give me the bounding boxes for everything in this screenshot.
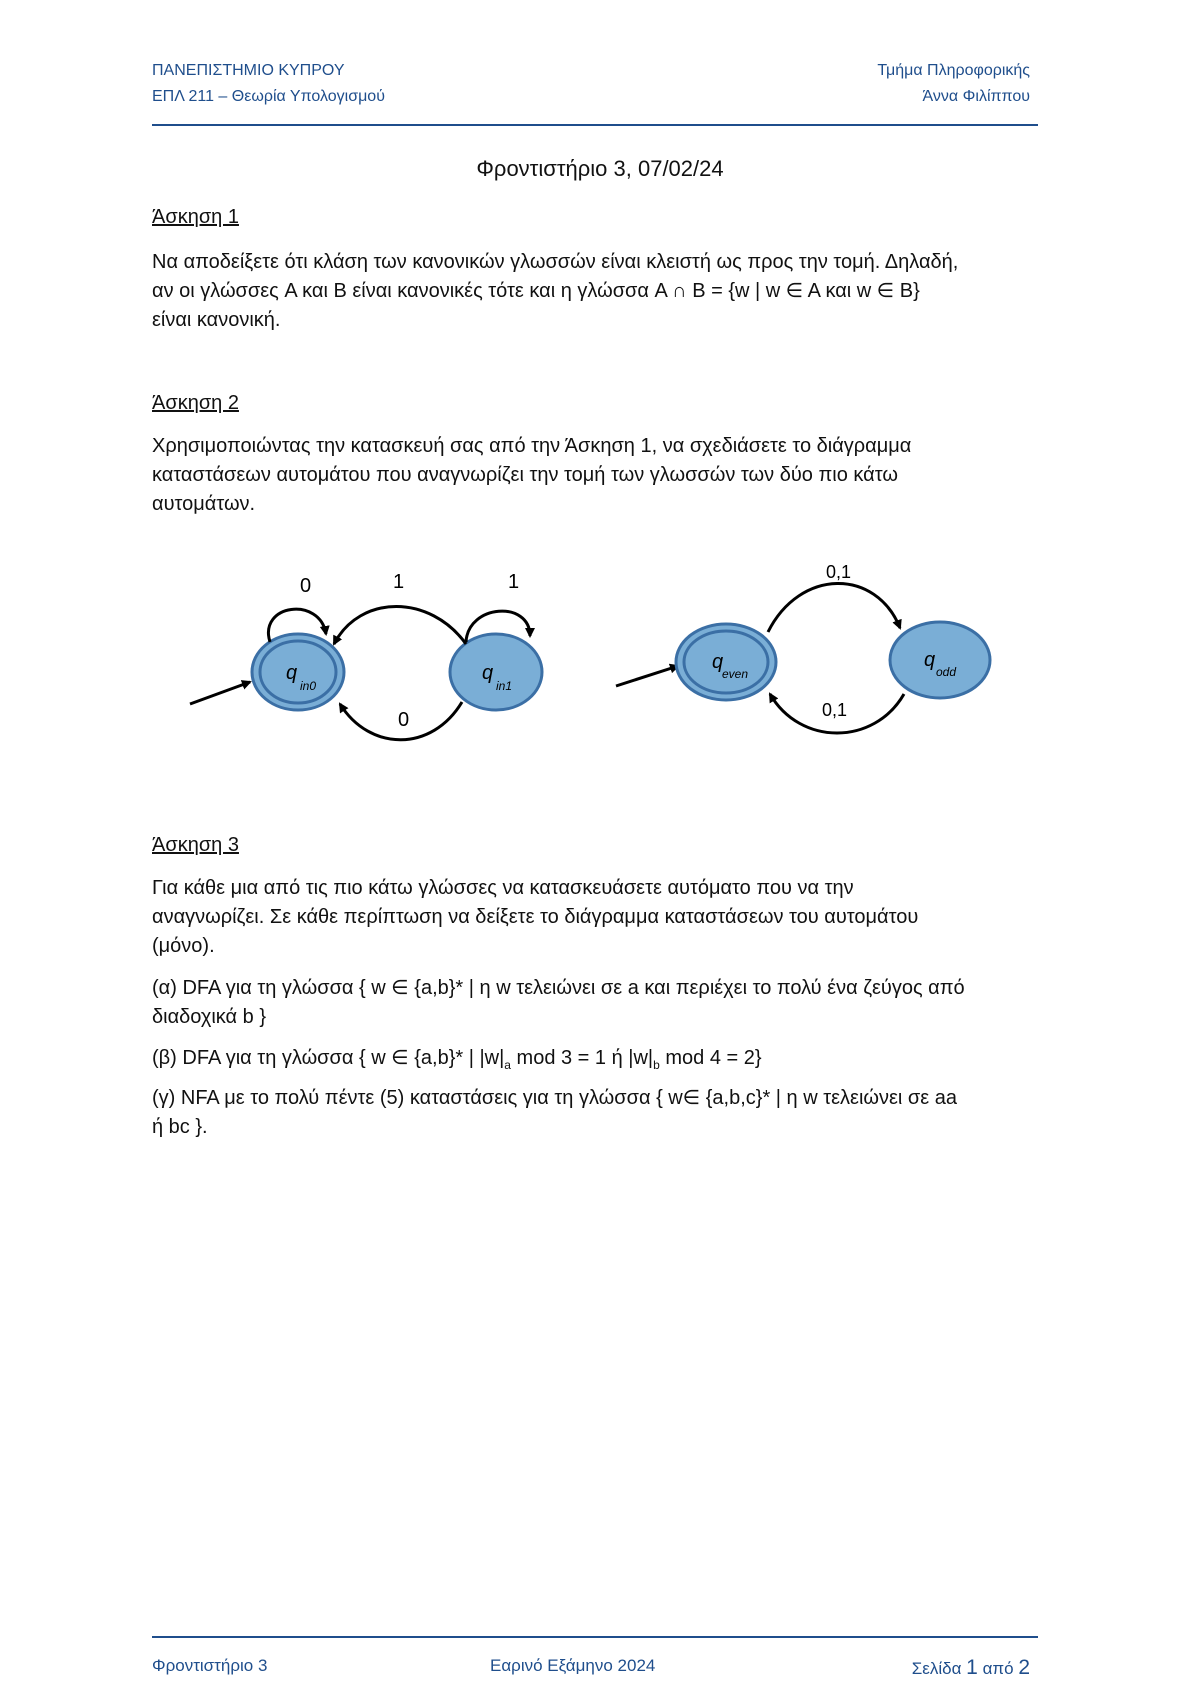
label-edge-qin1-qin0: 0 bbox=[398, 709, 410, 731]
exercise-3-part-a bbox=[152, 974, 1058, 1032]
state-qeven bbox=[676, 624, 776, 700]
footer-center: Εαρινό Εξάμηνο 2024 bbox=[490, 1656, 656, 1675]
state-qeven-sub: even bbox=[722, 667, 749, 681]
part-c-line: (γ) NFA με το πολύ πέντε (5) καταστάσεις για τη γλώσσα { w∈ {a,b,c}* | η w τελειώνει σε aa bbox=[152, 1087, 957, 1109]
automaton-2 bbox=[616, 562, 990, 733]
exercise-2-heading: Άσκηση 2 bbox=[152, 392, 239, 414]
exercise-2-line: καταστάσεων αυτομάτου που αναγνωρίζει την τομή των γλωσσών των δύο πιο κάτω bbox=[152, 464, 898, 486]
part-b-sub-b: b bbox=[653, 1058, 660, 1072]
header-course: ΕΠΛ 211 – Θεωρία Υπολογισμού bbox=[152, 88, 385, 105]
footer-page bbox=[912, 1656, 1030, 1680]
footer-page-total: 2 bbox=[1018, 1656, 1030, 1679]
part-b-suffix: mod 4 = 2} bbox=[659, 1047, 762, 1069]
edge-qeven-qodd bbox=[768, 583, 900, 632]
part-b-prefix: (β) DFA για τη γλώσσα { w ∈ {a,b}* | |w| bbox=[152, 1047, 505, 1069]
start-arrow bbox=[190, 682, 250, 704]
start-arrow bbox=[616, 666, 678, 686]
exercise-2-line: αυτομάτων. bbox=[152, 493, 256, 515]
automata-diagram bbox=[0, 540, 1200, 780]
page-title: Φροντιστήριο 3, 07/02/24 bbox=[476, 156, 724, 181]
exercise-2-line: Χρησιμοποιώντας την κατασκευή σας από την Άσκηση 1, να σχεδιάσετε το διάγραμμα bbox=[152, 435, 912, 457]
state-qodd bbox=[890, 622, 990, 698]
label-edge-qodd-qeven: 0,1 bbox=[822, 700, 848, 720]
exercise-1-heading: Άσκηση 1 bbox=[152, 206, 239, 228]
header-university: ΠΑΝΕΠΙΣΤΗΜΙΟ ΚΥΠΡΟΥ bbox=[152, 62, 345, 79]
state-qin1-sub: in1 bbox=[496, 679, 513, 693]
header-department: Τμήμα Πληροφορικής bbox=[877, 62, 1030, 79]
header-rule bbox=[152, 124, 1038, 126]
part-c-line: ή bc }. bbox=[152, 1116, 208, 1138]
exercise-3-part-b bbox=[152, 1044, 1058, 1080]
footer-page-number: 1 bbox=[966, 1656, 978, 1679]
state-qeven-label: q bbox=[712, 651, 724, 673]
exercise-3-line: Για κάθε μια από τις πιο κάτω γλώσσες να κατασκευάσετε αυτόματο που να την bbox=[152, 877, 854, 899]
header-author: Άννα Φιλίππου bbox=[922, 88, 1030, 105]
footer-page-prefix: Σελίδα bbox=[911, 1659, 962, 1678]
part-a-line: (α) DFA για τη γλώσσα { w ∈ {a,b}* | η w τελειώνει σε a και περιέχει το πολύ ένα ζεύγος από bbox=[152, 977, 965, 999]
state-qodd-label: q bbox=[924, 649, 936, 671]
state-qin1-label: q bbox=[482, 662, 494, 684]
state-qin0-label: q bbox=[286, 662, 298, 684]
exercise-1-line: είναι κανονική. bbox=[152, 309, 281, 331]
automaton-1 bbox=[190, 571, 542, 740]
exercise-1-line: Να αποδείξετε ότι κλάση των κανονικών γλωσσών είναι κλειστή ως προς την τομή. Δηλαδή, bbox=[152, 251, 959, 273]
footer-page-mid: από bbox=[982, 1659, 1014, 1678]
edge-qin0-qin1 bbox=[334, 607, 466, 645]
part-a-line: διαδοχικά b } bbox=[152, 1006, 267, 1028]
label-edge-qeven-qodd: 0,1 bbox=[826, 562, 852, 582]
state-qin0-sub: in0 bbox=[300, 679, 317, 693]
exercise-3-line: αναγνωρίζει. Σε κάθε περίπτωση να δείξετε το διάγραμμα καταστάσεων του αυτομάτου bbox=[152, 906, 919, 928]
exercise-3-heading: Άσκηση 3 bbox=[152, 834, 239, 856]
label-edge-qin0-qin1: 1 bbox=[393, 571, 405, 593]
state-qin1 bbox=[450, 634, 542, 710]
footer-rule bbox=[152, 1636, 1038, 1638]
exercise-1-line: αν οι γλώσσες A και B είναι κανονικές τότε και η γλώσσα A ∩ B = {w | w ∈ A και w ∈ B} bbox=[152, 280, 920, 302]
exercise-3-part-c bbox=[152, 1084, 1058, 1142]
part-b-sub-a: a bbox=[504, 1058, 511, 1072]
label-loop-qin1: 1 bbox=[508, 571, 520, 593]
exercise-3-line: (μόνο). bbox=[152, 935, 215, 957]
part-b-mid: mod 3 = 1 ή |w| bbox=[510, 1047, 654, 1069]
state-qin0 bbox=[252, 634, 344, 710]
state-qodd-sub: odd bbox=[936, 665, 957, 679]
exercise-1-text bbox=[152, 248, 1058, 335]
exercise-2-text bbox=[152, 432, 1058, 519]
footer-left: Φροντιστήριο 3 bbox=[152, 1656, 268, 1675]
exercise-3-text bbox=[152, 874, 1058, 961]
label-loop-qin0: 0 bbox=[300, 575, 312, 597]
